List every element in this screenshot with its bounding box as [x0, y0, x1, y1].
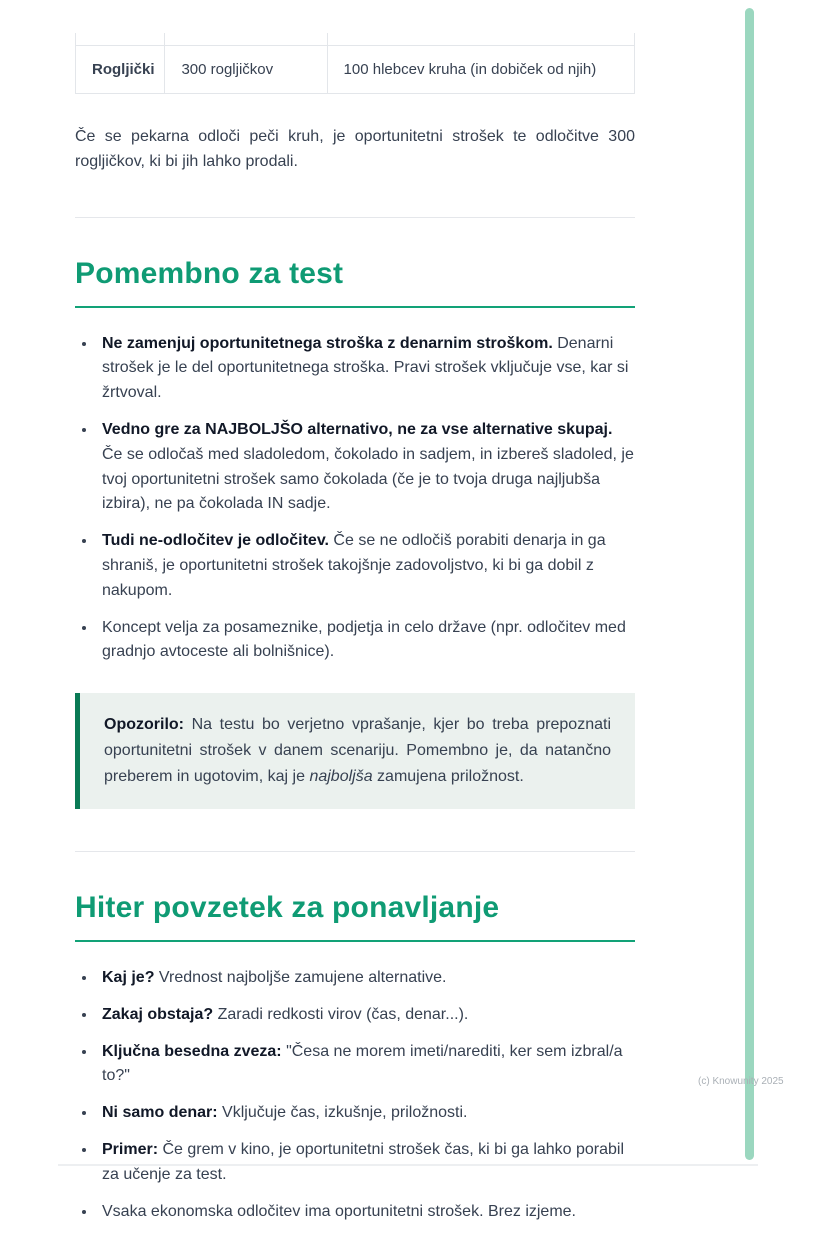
list-item-text: Če se ne odločiš porabiti denarja in ga shraniš, je oportunitetni strošek takojšnje zadovoljstvo, ki bi ga dobil z nakupom.: [102, 532, 606, 599]
list-item-bold: Zakaj obstaja?: [102, 1005, 214, 1023]
table-cell-alternative: 100 hlebcev kruha (in dobiček od njih): [327, 45, 634, 93]
important-points-list: [75, 332, 635, 666]
list-item: [97, 1040, 635, 1090]
list-item: [97, 616, 635, 666]
watermark: (c) Knowunity 2025: [698, 1076, 784, 1087]
list-item-bold: Ni samo denar:: [102, 1104, 218, 1122]
list-item-text: Zaradi redkosti virov (čas, denar...).: [213, 1005, 469, 1023]
table-cell-product: Rogljički: [76, 45, 165, 93]
list-item-text: Vključuje čas, izkušnje, priložnosti.: [217, 1104, 468, 1122]
list-item: [97, 1101, 635, 1126]
list-item: [97, 1200, 635, 1225]
summary-list: [75, 966, 635, 1224]
document-content: [75, 0, 635, 1236]
list-item-text: Denarni strošek je le del oportunitetnega stroška. Pravi strošek vključuje vse, kar si žrtvoval.: [102, 334, 629, 402]
list-item-bold: Vedno gre za NAJBOLJŠO alternativo, ne za vse alternative skupaj.: [102, 421, 613, 439]
list-item: [97, 332, 635, 406]
list-item: [97, 1003, 635, 1028]
list-item-bold: Tudi ne-odločitev je odločitev.: [102, 532, 329, 550]
list-item-bold: Primer:: [102, 1140, 159, 1158]
heading-underline: [75, 306, 635, 308]
list-item-text: Vrednost najboljše zamujene alternative.: [154, 968, 447, 986]
divider: [75, 217, 635, 218]
table-row: [76, 45, 635, 93]
list-item-bold: Kaj je?: [102, 968, 155, 986]
intro-paragraph: Če se pekarna odloči peči kruh, je oportunitetni strošek te odločitve 300 rogljičkov, ki bi jih lahko prodali.: [75, 127, 635, 171]
table-cell: [76, 33, 165, 45]
heading-underline: [75, 940, 635, 942]
list-item-text: Če grem v kino, je oportunitetni strošek čas, ki bi ga lahko porabil za učenje za test.: [102, 1140, 625, 1183]
table-row-clipped: [76, 33, 635, 45]
list-item-text: Koncept velja za posameznike, podjetja in celo države (npr. odločitev med gradnjo avtoceste ali bolnišnice).: [102, 618, 626, 661]
table-cell: [165, 33, 327, 45]
callout-text: zamujena priložnost.: [372, 768, 524, 786]
list-item: [97, 529, 635, 603]
list-item-text: "Česa ne morem imeti/narediti, ker sem izbral/a to?": [102, 1042, 623, 1085]
table-cell: [327, 33, 634, 45]
list-item: [97, 966, 635, 991]
callout-label: Opozorilo:: [104, 716, 184, 734]
callout-italic-text: najboljša: [309, 768, 373, 786]
table-cell-quantity: 300 rogljičkov: [165, 45, 327, 93]
section-title-pomembno-za-test: Pomembno za test: [75, 256, 344, 290]
list-item-bold: Ne zamenjuj oportunitetnega stroška z denarnim stroškom.: [102, 334, 553, 352]
list-item: [97, 418, 635, 517]
page-edge-highlight: [745, 8, 754, 1160]
page-bottom-edge: [58, 1164, 758, 1166]
list-item: [97, 1138, 635, 1188]
warning-callout: [75, 693, 635, 809]
list-item-bold: Ključna besedna zveza:: [102, 1042, 282, 1060]
list-item-text: Vsaka ekonomska odločitev ima oportunitetni strošek. Brez izjeme.: [102, 1202, 576, 1220]
section-title-hiter-povzetek: Hiter povzetek za ponavljanje: [75, 890, 500, 924]
list-item-text: Če se odločaš med sladoledom, čokolado in sadjem, in izbereš sladoled, je tvoj oportunitetni strošek samo čokolada (če je to tvoja druga najljubša izbira), ne pa čokolada IN sadje.: [102, 445, 634, 513]
divider: [75, 851, 635, 852]
comparison-table: [75, 33, 635, 94]
callout-text: Na testu bo verjetno vprašanje, kjer bo treba prepoznati oportunitetni strošek v danem scenariju. Pomembno je, da natančno preberem in ugotovim, kaj je: [104, 716, 611, 786]
